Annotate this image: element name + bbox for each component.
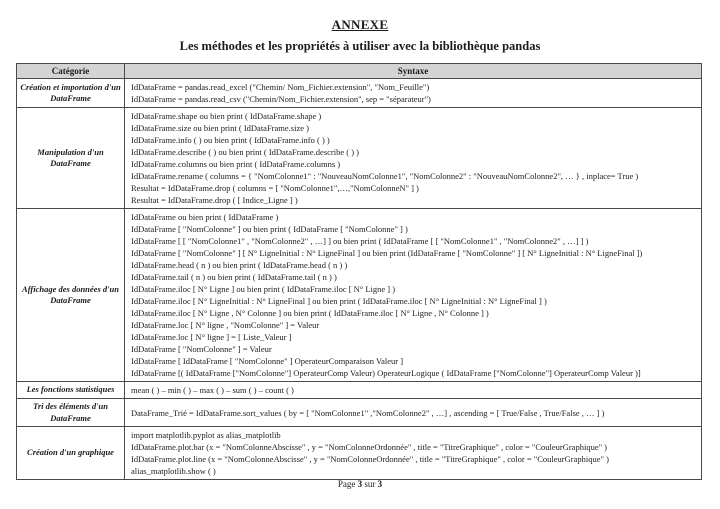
syntax-cell (125, 108, 702, 209)
column-header-category: Catégorie (17, 64, 125, 79)
table-row (17, 427, 702, 480)
syntax-line: IdDataFrame = pandas.read_csv ("Chemin/Nom_Fichier.extension", sep = "séparateur") (131, 94, 431, 104)
syntax-line: IdDataFrame [( IdDataFrame ["NomColonne"] OperateurComp Valeur) OperateurLogique ( IdDataFrame ["NomColonne"] OperateurComp Valeur )] (131, 368, 641, 378)
page-title: ANNEXE (331, 17, 389, 32)
syntax-line: mean ( ) – min ( ) – max ( ) – sum ( ) – count ( ) (131, 385, 294, 395)
syntax-line: IdDataFrame.rename ( columns = { "NomColonne1" : "NouveauNomColonne1", "NomColonne2" : "NouveauNomColonne2", … } , inplace= True ) (131, 171, 639, 181)
syntax-line: IdDataFrame.shape ou bien print ( IdDataFrame.shape ) (131, 111, 322, 121)
footer-page-label: Page (337, 479, 356, 489)
category-cell: Création d'un graphique (17, 427, 125, 480)
category-cell: Affichage des données d'un DataFrame (17, 209, 125, 382)
syntax-line: IdDataFrame.columns ou bien print ( IdDataFrame.columns ) (131, 159, 341, 169)
table-row (17, 399, 702, 427)
category-cell: Tri des éléments d'un DataFrame (17, 399, 125, 427)
syntax-line: alias_matplotlib.show ( ) (131, 466, 216, 476)
syntax-line: IdDataFrame.describe ( ) ou bien print ( IdDataFrame.describe ( ) ) (131, 147, 359, 157)
table-row (17, 382, 702, 399)
footer-total-pages: 3 (377, 479, 383, 489)
syntax-line: IdDataFrame.loc [ N° ligne , "NomColonne" ] = Valeur (131, 320, 320, 330)
syntax-line: Resultat = IdDataFrame.drop ( [ Indice_Ligne ] ) (131, 195, 298, 205)
syntax-line: Resultat = IdDataFrame.drop ( columns = [ "NomColonne1",…,"NomColonneN" ] ) (131, 183, 419, 193)
syntax-line: IdDataFrame = pandas.read_excel ("Chemin/ Nom_Fichier.extension", "Nom_Feuille") (131, 82, 430, 92)
syntax-line: IdDataFrame.iloc [ N° Ligne ] ou bien print ( IdDataFrame.iloc [ N° Ligne ] ) (131, 284, 396, 294)
syntax-cell (125, 209, 702, 382)
syntax-cell (125, 399, 702, 427)
page-footer (0, 479, 720, 489)
syntax-line: IdDataFrame ou bien print ( IdDataFrame ) (131, 212, 279, 222)
footer-page-number: 3 (357, 479, 363, 489)
table-body (17, 79, 702, 480)
syntax-line: IdDataFrame.plot.bar (x = "NomColonneAbscisse" , y = "NomColonneOrdonnée" , title = "TitreGraphique" , color = "CouleurGraphique" ) (131, 442, 608, 452)
syntax-line: IdDataFrame [ "NomColonne" ] [ N° LigneInitial : N° LigneFinal ] ou bien print (IdDataFrame [ "NomColonne" ] [ N° LigneInitial : N° LigneFinal ]) (131, 248, 643, 258)
syntax-cell (125, 427, 702, 480)
syntax-line: IdDataFrame.loc [ N° ligne ] = [ Liste_Valeur ] (131, 332, 292, 342)
syntax-line: IdDataFrame.tail ( n ) ou bien print ( IdDataFrame.tail ( n ) ) (131, 272, 337, 282)
syntax-line: IdDataFrame [ "NomColonne" ] ou bien print ( IdDataFrame [ "NomColonne" ] ) (131, 224, 408, 234)
syntax-line: IdDataFrame [ [ "NomColonne1" , "NomColonne2" , …] ] ou bien print ( IdDataFrame [ [ "NomColonne1" , "NomColonne2" , …] ] ) (131, 236, 589, 246)
category-cell: Manipulation d'un DataFrame (17, 108, 125, 209)
table-header-row (17, 64, 702, 79)
table-row (17, 79, 702, 108)
syntax-cell (125, 382, 702, 399)
syntax-line: IdDataFrame [ "NomColonne" ] = Valeur (131, 344, 272, 354)
syntax-cell (125, 79, 702, 108)
syntax-line: DataFrame_Trié = IdDataFrame.sort_values ( by = [ "NomColonne1" ,"NomColonne2" , …] , ascending = [ True/False , True/False , … ] ) (131, 407, 605, 418)
page-subtitle: Les méthodes et les propriétés à utiliser avec la bibliothèque pandas (179, 39, 541, 53)
syntax-line: IdDataFrame.info ( ) ou bien print ( IdDataFrame.info ( ) ) (131, 135, 330, 145)
table-row (17, 108, 702, 209)
footer-separator: sur (364, 479, 376, 489)
syntax-line: IdDataFrame [ IdDataFrame [ "NomColonne" ] OperateurComparaison Valeur ] (131, 356, 404, 366)
category-cell: Les fonctions statistiques (17, 382, 125, 399)
syntax-line: IdDataFrame.iloc [ N° LigneInitial : N° LigneFinal ] ou bien print ( IdDataFrame.iloc [ N° LigneInitial : N° LigneFinal ] ) (131, 296, 547, 306)
table-row (17, 209, 702, 382)
syntax-line: import matplotlib.pyplot as alias_matplotlib (131, 430, 281, 440)
syntax-line: IdDataFrame.plot.line (x = "NomColonneAbscisse" , y = "NomColonneOrdonnée" , title = "TitreGraphique" , color = "CouleurGraphique" ) (131, 454, 609, 464)
syntax-line: IdDataFrame.size ou bien print ( IdDataFrame.size ) (131, 123, 309, 133)
pandas-methods-table (16, 63, 702, 480)
syntax-line: IdDataFrame.iloc [ N° Ligne , N° Colonne ] ou bien print ( IdDataFrame.iloc [ N° Ligne , N° Colonne ] ) (131, 308, 489, 318)
column-header-syntax: Syntaxe (125, 64, 702, 79)
syntax-line: IdDataFrame.head ( n ) ou bien print ( IdDataFrame.head ( n ) ) (131, 260, 348, 270)
category-cell: Création et importation d'un DataFrame (17, 79, 125, 108)
